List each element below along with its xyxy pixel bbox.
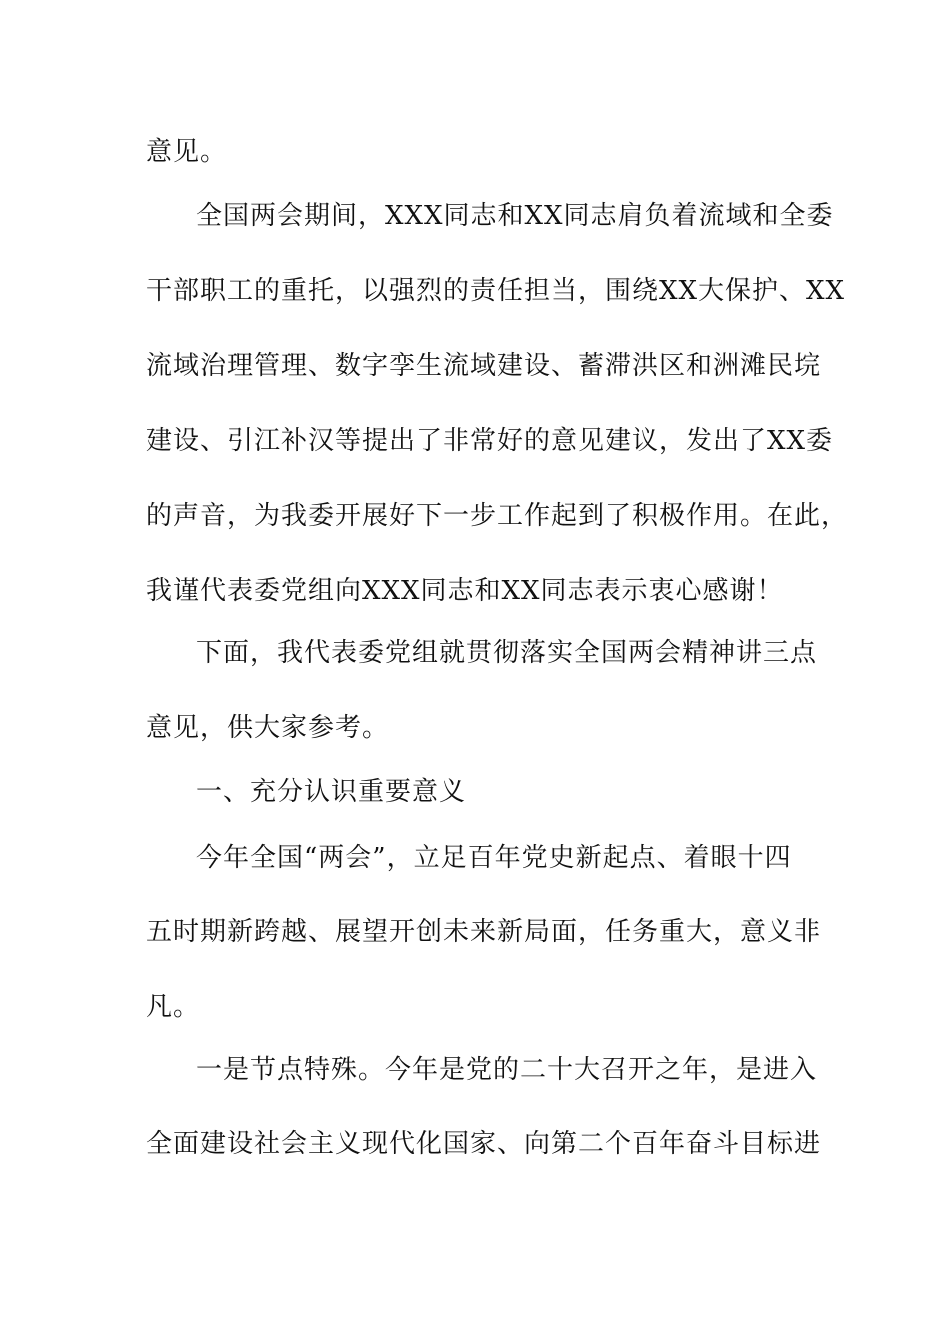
text-line: 的声音，为我委开展好下一步工作起到了积极作用。在此， [146, 501, 849, 531]
paragraph-first-line: 下面，我代表委党组就贯彻落实全国两会精神讲三点 [196, 638, 818, 668]
text-line: 意见。 [146, 137, 228, 167]
text-line: 我谨代表委党组向XXX同志和XX同志表示衷心感谢！ [146, 576, 784, 606]
text-line: 全面建设社会主义现代化国家、向第二个百年奋斗目标进 [146, 1129, 822, 1159]
paragraph-first-line: 一是节点特殊。今年是党的二十大召开之年，是进入 [196, 1055, 818, 1085]
paragraph-first-line: 今年全国“两会”，立足百年党史新起点、着眼十四 [196, 843, 792, 873]
section-heading: 一、充分认识重要意义 [196, 777, 467, 807]
text-line: 流域治理管理、数字孪生流域建设、蓄滞洪区和洲滩民垸 [146, 351, 822, 381]
text-line: 凡。 [146, 992, 201, 1022]
text-line: 五时期新跨越、展望开创未来新局面，任务重大，意义非 [146, 917, 822, 947]
text-line: 建设、引江补汉等提出了非常好的意见建议，发出了XX委 [146, 426, 834, 456]
text-line: 干部职工的重托，以强烈的责任担当，围绕XX大保护、XX [146, 276, 846, 306]
text-line: 意见，供大家参考。 [146, 713, 390, 743]
paragraph-first-line: 全国两会期间，XXX同志和XX同志肩负着流域和全委 [196, 201, 834, 231]
